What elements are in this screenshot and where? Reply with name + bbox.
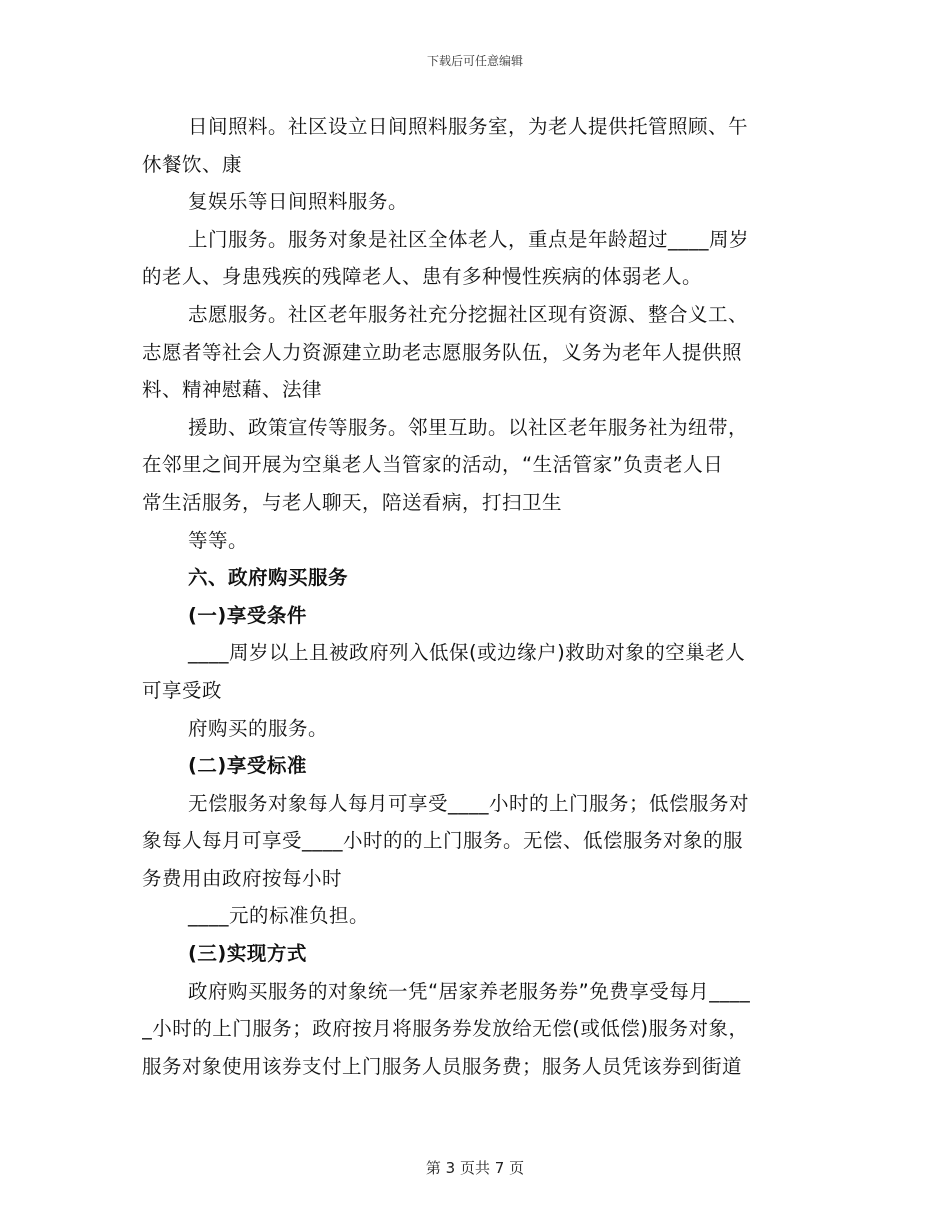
paragraph-line: 上门服务。服务对象是社区全体老人，重点是年龄超过____周岁	[188, 227, 750, 251]
paragraph-line: 在邻里之间开展为空巢老人当管家的活动，“生活管家”负责老人日	[142, 453, 724, 477]
paragraph-line: 常生活服务，与老人聊天，陪送看病，打扫卫生	[142, 490, 563, 514]
subsection-heading: (三)实现方式	[188, 942, 307, 966]
paragraph-line: 复娱乐等日间照料服务。	[188, 190, 409, 214]
paragraph-line: 务费用由政府按每小时	[142, 866, 343, 890]
subsection-heading: (二)享受标准	[188, 754, 307, 778]
paragraph-line: 服务对象使用该券支付上门服务人员服务费；服务人员凭该券到街道	[142, 1054, 743, 1078]
paragraph-line: 政府购买服务的对象统一凭“居家养老服务券”免费享受每月____	[188, 979, 751, 1003]
paragraph-line: ____周岁以上且被政府列入低保(或边缘户)救助对象的空巢老人	[188, 641, 746, 665]
paragraph-line: 料、精神慰藉、法律	[142, 378, 323, 402]
paragraph-line: ____元的标准负担。	[188, 904, 370, 928]
paragraph-line: 可享受政	[142, 678, 223, 702]
paragraph-line: 日间照料。社区设立日间照料服务室，为老人提供托管照顾、午	[188, 115, 749, 138]
paragraph-line: 府购买的服务。	[188, 716, 329, 740]
paragraph-line: 等等。	[188, 528, 249, 552]
paragraph-line: 休餐饮、康	[142, 152, 243, 176]
paragraph-line: 志愿服务。社区老年服务社充分挖掘社区现有资源、整合义工、	[188, 302, 749, 326]
paragraph-line: _小时的上门服务；政府按月将服务券发放给无偿(或低偿)服务对象，	[142, 1017, 749, 1041]
paragraph-line: 无偿服务对象每人每月可享受____小时的上门服务；低偿服务对	[188, 791, 750, 815]
section-heading: 六、政府购买服务	[188, 566, 349, 590]
paragraph-line: 象每人每月可享受____小时的的上门服务。无偿、低偿服务对象的服	[142, 829, 744, 853]
paragraph-line: 志愿者等社会人力资源建立助老志愿服务队伍，义务为老年人提供照	[142, 340, 743, 364]
page-header: 下载后可任意编辑	[426, 54, 523, 68]
paragraph-line: 援助、政策宣传等服务。邻里互助。以社区老年服务社为纽带，	[188, 415, 749, 439]
paragraph-line: 的老人、身患残疾的残障老人、患有多种慢性疾病的体弱老人。	[142, 265, 703, 289]
subsection-heading: (一)享受条件	[188, 603, 307, 627]
page-number-footer: 第 3 页共 7 页	[425, 1159, 525, 1177]
document-body	[142, 108, 802, 1085]
